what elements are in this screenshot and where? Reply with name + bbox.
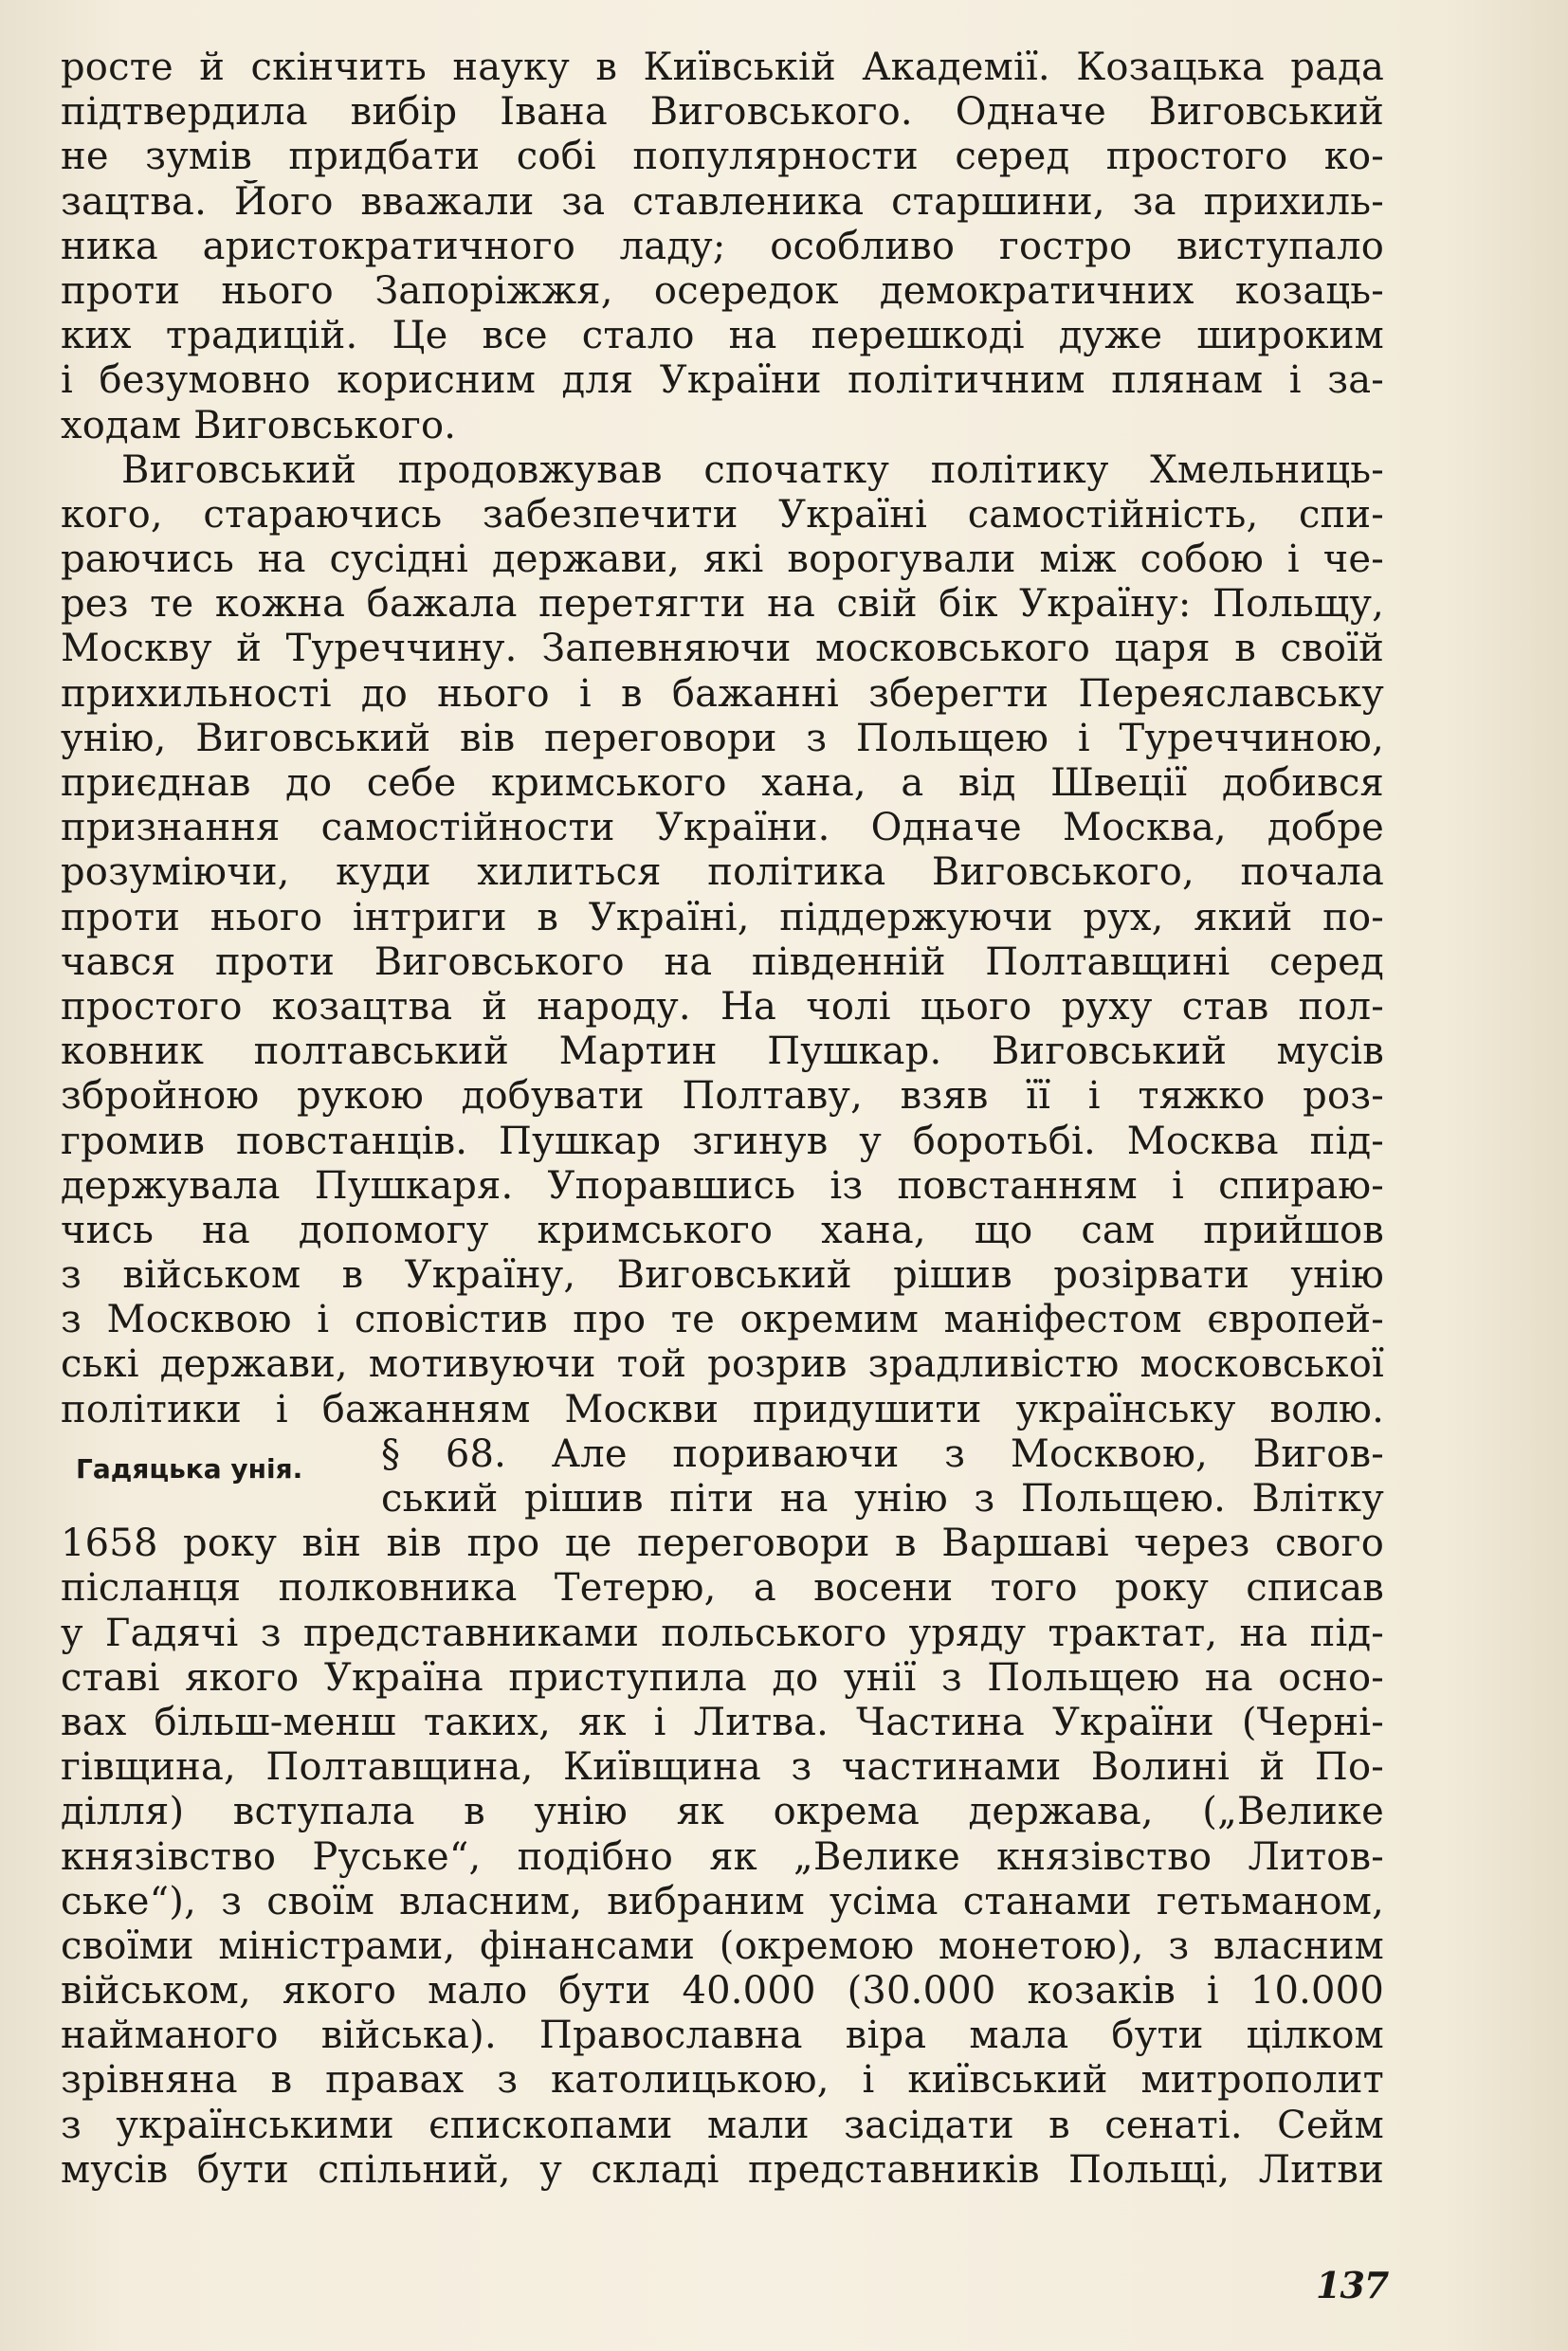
text-line: зацтва. Його вважали за ставленика старшини, за прихиль- bbox=[61, 179, 1384, 224]
text-line: рез те кожна бажала перетягти на свій бік Україну: Польщу, bbox=[61, 582, 1384, 627]
text-line: § 68. Але пориваючи з Москвою, Вигов- bbox=[381, 1431, 1384, 1476]
text-line: з Москвою і сповістив про те окремим маніфестом європей- bbox=[61, 1298, 1384, 1342]
text-line: ставі якого Україна приступила до унії з Польщею на осно- bbox=[61, 1655, 1384, 1700]
text-line: політики і бажанням Москви придушити українську волю. bbox=[61, 1387, 1384, 1431]
paragraph-2 bbox=[61, 448, 1384, 1432]
text-line: ське“), з своїм власним, вибраним усіма станами гетьманом, bbox=[61, 1879, 1384, 1923]
text-line: з військом в Україну, Виговський рішив розірвати унію bbox=[61, 1253, 1384, 1298]
text-line: Москву й Туреччину. Запевняючи московського царя в своїй bbox=[61, 627, 1384, 671]
text-line: підтвердила вибір Івана Виговського. Одначе Виговський bbox=[61, 90, 1384, 135]
text-line: гівщина, Полтавщина, Київщина з частинами Волині й По- bbox=[61, 1745, 1384, 1790]
text-line: прихильності до нього і в бажанні зберегти Переяславську bbox=[61, 671, 1384, 716]
text-line: ський рішив піти на унію з Польщею. Влітку bbox=[381, 1477, 1384, 1521]
margin-heading: Гадяцька унія. bbox=[76, 1452, 303, 1485]
text-line: і безумовно корисним для України політичним плянам і за- bbox=[61, 358, 1384, 403]
text-line: Виговський продовжував спочатку політику Хмельниць- bbox=[121, 447, 1384, 492]
text-line: найманого війська). Православна віра мала бути цілком bbox=[61, 2014, 1384, 2058]
text-line: ковник полтавський Мартин Пушкар. Виговський мусів bbox=[61, 1030, 1384, 1074]
text-line: приєднав до себе кримського хана, а від Швеції добився bbox=[61, 761, 1384, 805]
text-line: ські держави, мотивуючи той розрив зрадливістю московської bbox=[61, 1342, 1384, 1387]
text-line: ділля) вступала в унію як окрема держава, („Велике bbox=[61, 1790, 1384, 1834]
text-line: проти нього Запоріжжя, осередок демократичних козаць- bbox=[61, 268, 1384, 313]
text-line: раючись на сусідні держави, які ворогували між собою і че- bbox=[61, 538, 1384, 582]
text-line: вах більш-менш таких, як і Литва. Частина України (Черні- bbox=[61, 1700, 1384, 1744]
text-line: 1658 року він вів про це переговори в Варшаві через свого bbox=[61, 1522, 1384, 1566]
page-number: 137 bbox=[1316, 2264, 1389, 2306]
text-line: громив повстанців. Пушкар згинув у боротьбі. Москва під- bbox=[61, 1119, 1384, 1163]
text-line: ходам Виговського. bbox=[61, 403, 457, 447]
text-line: з українськими єпископами мали засідати в сенаті. Сейм bbox=[61, 2103, 1384, 2147]
text-line: своїми міністрами, фінансами (окремою монетою), з власним bbox=[61, 1923, 1384, 1968]
text-line: збройною рукою добувати Полтаву, взяв її і тяжко роз- bbox=[61, 1074, 1384, 1119]
text-line: ника аристократичного ладу; особливо гостро виступало bbox=[61, 224, 1384, 268]
text-line: простого козацтва й народу. На чолі цього руху став пол- bbox=[61, 984, 1384, 1029]
text-line: ких традицій. Це все стало на перешкоді дуже широким bbox=[61, 314, 1384, 358]
paragraph-1 bbox=[61, 46, 1384, 448]
text-line: у Гадячі з представниками польського уряду трактат, на під- bbox=[61, 1611, 1384, 1655]
section-opening bbox=[381, 1432, 1384, 1522]
text-line: унію, Виговський вів переговори з Польщею і Туреччиною, bbox=[61, 716, 1384, 760]
paragraph-3 bbox=[61, 1432, 1384, 2193]
text-line: проти нього інтриги в Україні, піддержуючи рух, який по- bbox=[61, 895, 1384, 939]
text-line: розуміючи, куди хилиться політика Виговського, почала bbox=[61, 850, 1384, 895]
text-line: кого, стараючись забезпечити Україні самостійність, спи- bbox=[61, 492, 1384, 537]
page-text bbox=[61, 46, 1384, 2193]
text-line: мусів бути спільний, у складі представників Польщі, Литви bbox=[61, 2147, 1384, 2192]
text-line: зрівняна в правах з католицькою, і київський митрополит bbox=[61, 2058, 1384, 2103]
text-line: князівство Руське“, подібно як „Велике князівство Литов- bbox=[61, 1834, 1384, 1879]
text-line: признання самостійности України. Одначе Москва, добре bbox=[61, 806, 1384, 850]
text-line: не зумів придбати собі популярности серед простого ко- bbox=[61, 135, 1384, 179]
text-line: чись на допомогу кримського хана, що сам прийшов bbox=[61, 1208, 1384, 1252]
text-line: чався проти Виговського на південній Полтавщині серед bbox=[61, 939, 1384, 984]
text-line: держувала Пушкаря. Упоравшись із повстанням і спираю- bbox=[61, 1163, 1384, 1208]
text-line: військом, якого мало бути 40.000 (30.000 козаків і 10.000 bbox=[61, 1969, 1384, 2014]
text-line: росте й скінчить науку в Київській Академії. Козацька рада bbox=[61, 46, 1384, 89]
section-heading-row bbox=[61, 1432, 1384, 1522]
text-line: післанця полковника Тетерю, а восени того року списав bbox=[61, 1566, 1384, 1611]
